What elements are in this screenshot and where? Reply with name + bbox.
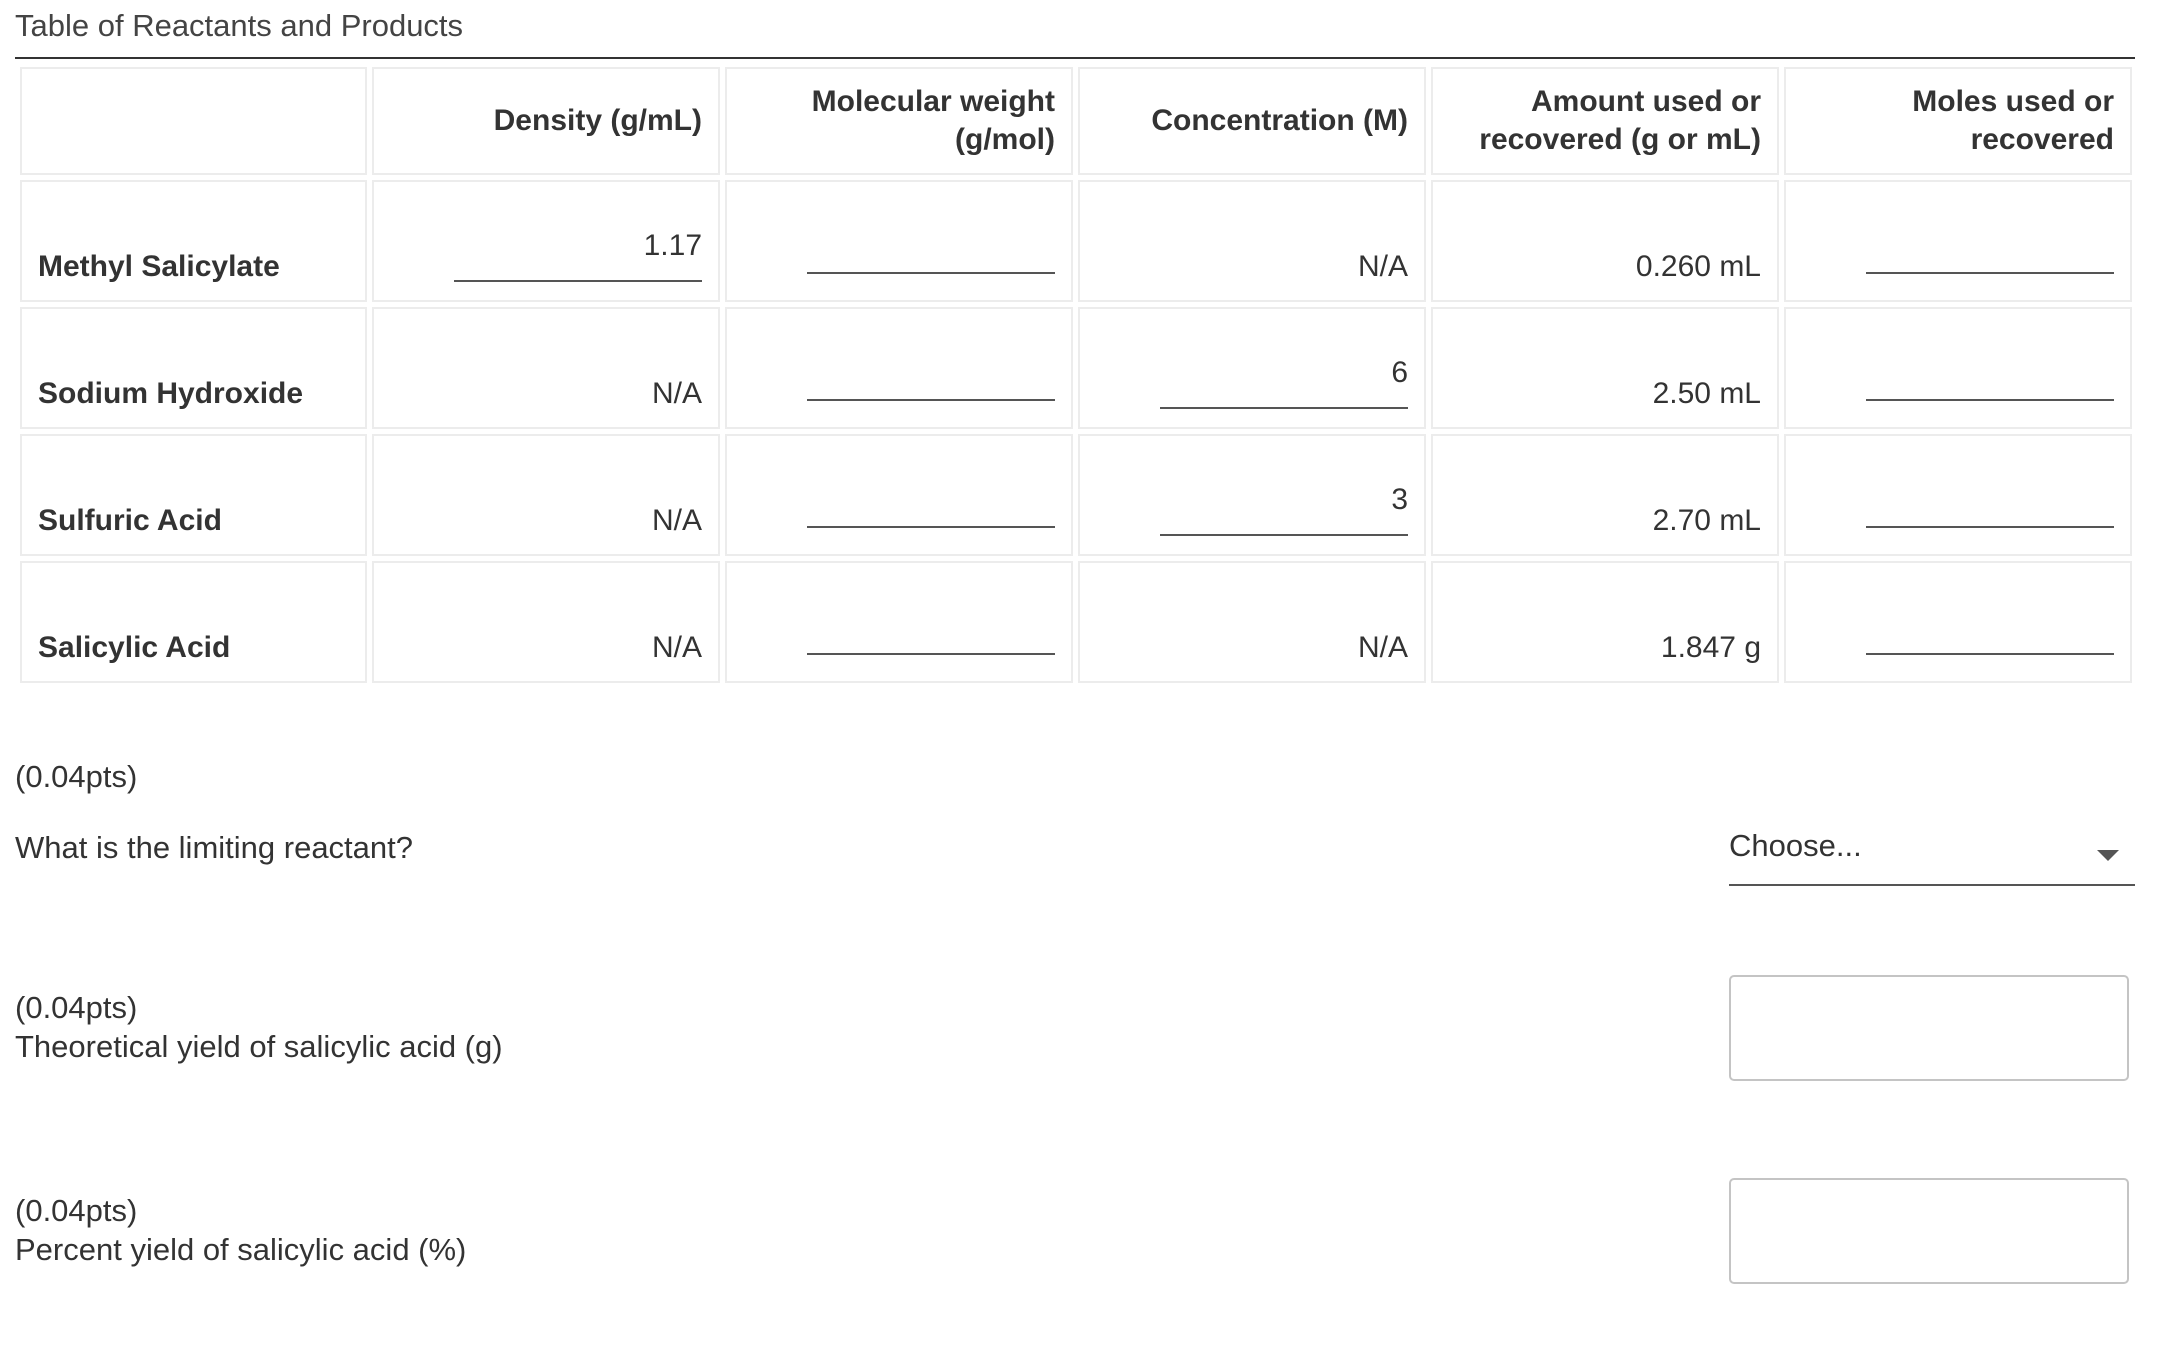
concentration-input-sulfuric-acid[interactable]: 3 [1160,484,1408,536]
page-title: Table of Reactants and Products [15,8,464,43]
q3-points: (0.04pts) [15,1193,138,1228]
header-amount-line1: Amount used or [1531,85,1761,118]
moles-input-sodium-hydroxide[interactable] [1866,399,2114,401]
row-label-salicylic-acid: Salicylic Acid [20,561,367,683]
density-input-methyl-salicylate[interactable]: 1.17 [454,230,702,282]
molecular-weight-input-sodium-hydroxide[interactable] [807,399,1055,401]
header-moles-line2: recovered [1970,123,2114,156]
row-label-sodium-hydroxide: Sodium Hydroxide [20,307,367,429]
table-row [20,561,2132,683]
table-row [20,180,2132,302]
row-label-sulfuric-acid: Sulfuric Acid [20,434,367,556]
select-value: Choose... [1729,828,1862,863]
moles-input-methyl-salicylate[interactable] [1866,272,2114,274]
q1-points: (0.04pts) [15,759,138,794]
molecular-weight-cell [725,561,1073,683]
q1-question-text: What is the limiting reactant? [15,830,414,865]
header-moles [1784,67,2132,175]
concentration-input-sodium-hydroxide[interactable]: 6 [1160,357,1408,409]
molecular-weight-input-sulfuric-acid[interactable] [807,526,1055,528]
molecular-weight-cell [725,307,1073,429]
header-amount-line2: recovered (g or mL) [1479,123,1761,156]
molecular-weight-input-salicylic-acid[interactable] [807,653,1055,655]
q2-points: (0.04pts) [15,990,138,1025]
table-row [20,307,2132,429]
concentration-cell [1078,307,1426,429]
table-row [20,434,2132,556]
concentration-cell: N/A [1078,561,1426,683]
moles-cell [1784,180,2132,302]
q2-question-text: Theoretical yield of salicylic acid (g) [15,1029,503,1064]
header-molecular-weight [725,67,1073,175]
density-cell [372,180,720,302]
title-divider [15,57,2135,59]
concentration-cell [1078,434,1426,556]
row-label-methyl-salicylate: Methyl Salicylate [20,180,367,302]
table-header-row [20,67,2132,175]
header-molecular-weight-line1: Molecular weight [811,85,1055,118]
header-amount [1431,67,1779,175]
chevron-down-icon [2097,850,2119,861]
molecular-weight-input-methyl-salicylate[interactable] [807,272,1055,274]
concentration-cell: N/A [1078,180,1426,302]
header-moles-line1: Moles used or [1912,85,2114,118]
header-empty [20,67,367,175]
limiting-reactant-select[interactable] [1729,822,2135,886]
density-cell: N/A [372,561,720,683]
molecular-weight-cell [725,180,1073,302]
moles-input-sulfuric-acid[interactable] [1866,526,2114,528]
molecular-weight-cell [725,434,1073,556]
amount-cell: 1.847 g [1431,561,1779,683]
amount-cell: 2.70 mL [1431,434,1779,556]
reactants-table [15,62,2137,688]
theoretical-yield-input[interactable] [1729,975,2129,1081]
moles-input-salicylic-acid[interactable] [1866,653,2114,655]
moles-cell [1784,307,2132,429]
q3-question-text: Percent yield of salicylic acid (%) [15,1232,467,1267]
percent-yield-input[interactable] [1729,1178,2129,1284]
density-cell: N/A [372,434,720,556]
density-cell: N/A [372,307,720,429]
header-density: Density (g/mL) [372,67,720,175]
amount-cell: 2.50 mL [1431,307,1779,429]
header-concentration: Concentration (M) [1078,67,1426,175]
moles-cell [1784,434,2132,556]
amount-cell: 0.260 mL [1431,180,1779,302]
moles-cell [1784,561,2132,683]
header-molecular-weight-line2: (g/mol) [955,123,1055,156]
